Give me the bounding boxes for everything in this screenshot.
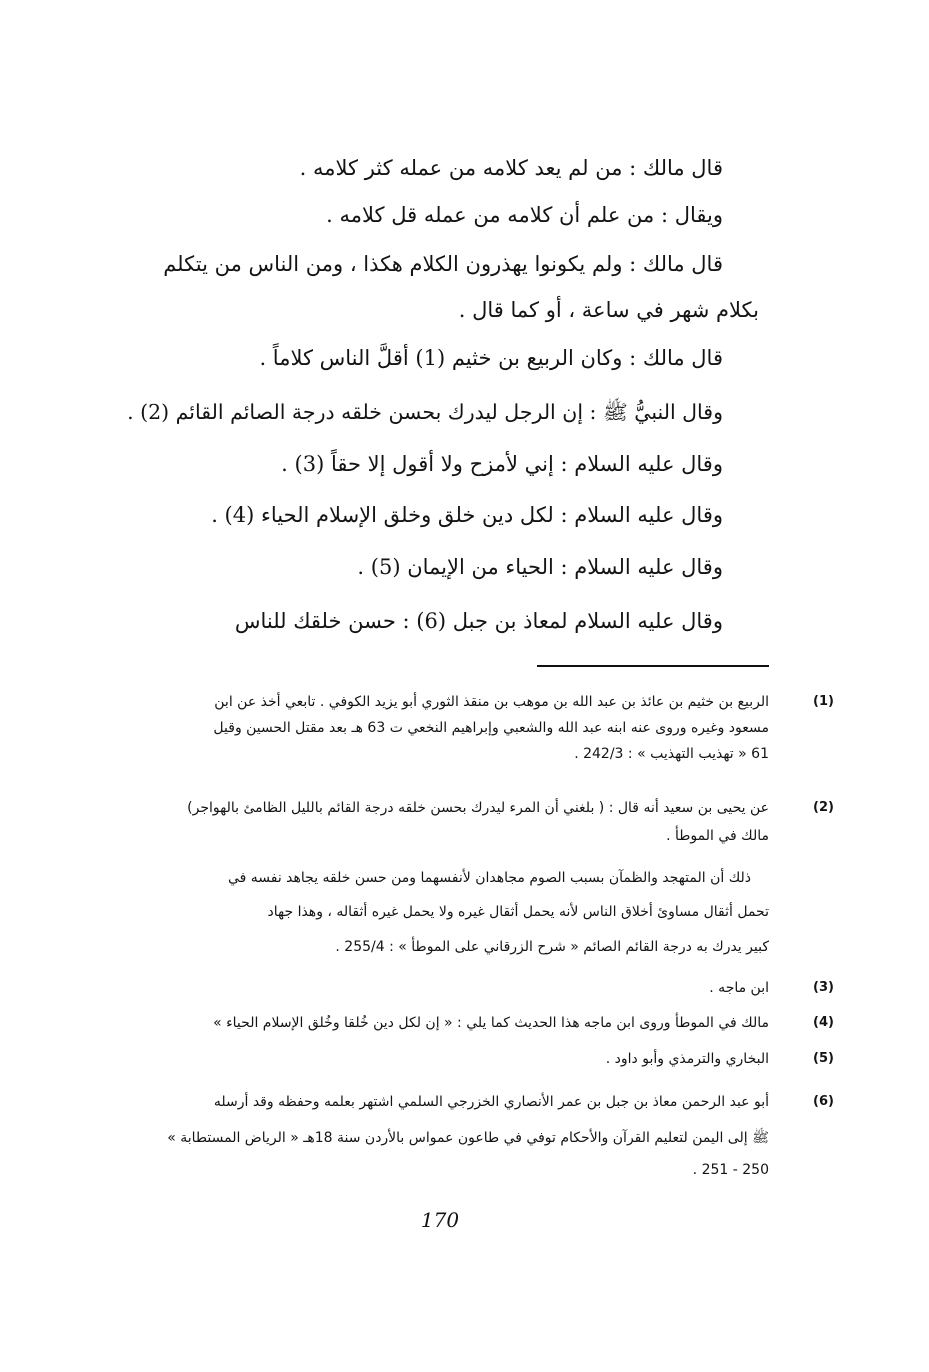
footnote-5: [100, 1047, 834, 1071]
footnote-line: ﷺ إلى اليمن لتعليم القرآن والأحكام توفي في طاعون عمواس بالأردن سنة 18هـ « الرياض المستطابة »: [167, 1130, 769, 1146]
footnote-line: كبير يدرك به درجة القائم الصائم « شرح الزرقاني على الموطأ » : 255/4 .: [335, 939, 769, 955]
footnote-3: [100, 976, 834, 1000]
main-line: وقال عليه السلام لمعاذ بن جبل (6) : حسن خلقك للناس: [234, 609, 723, 633]
main-line: قال مالك : وكان الربيع بن خثيم (1) أقلَّ الناس كلاماً .: [259, 346, 723, 370]
footnote-6: [100, 1090, 834, 1182]
footnote-2: [100, 796, 834, 844]
footnote-line: مالك في الموطأ .: [666, 828, 769, 844]
footnote-line: 61 « تهذيب التهذيب » : 242/3 .: [574, 746, 769, 762]
footnote-number: (2): [813, 800, 834, 815]
footnote-number: (1): [813, 694, 834, 709]
footnote-line: مسعود وغيره وروى عنه ابنه عبد الله والشعبي وإبراهيم النخعي ت 63 هـ بعد مقتل الحسين وقيل: [213, 720, 769, 736]
page-number: 170: [420, 1208, 460, 1232]
footnote-line: الربيع بن خثيم بن عائذ بن عبد الله بن موهب بن منقذ الثوري أبو يزيد الكوفي . تابعي أخذ عن ابن: [214, 694, 769, 710]
footnote-line: ذلك أن المتهجد والظمآن بسبب الصوم مجاهدان لأنفسهما ومن حسن خلقه يجاهد نفسه في: [227, 870, 751, 886]
main-line: قال مالك : ولم يكونوا يهذرون الكلام هكذا ، ومن الناس من يتكلم: [163, 252, 723, 276]
footnote-number: (6): [813, 1094, 834, 1109]
footnote-separator: [537, 665, 769, 667]
footnote-line: مالك في الموطأ وروى ابن ماجه هذا الحديث كما يلي : « إن لكل دين خُلقا وخُلق الإسلام الحياء »: [213, 1015, 769, 1031]
footnote-2-commentary: [100, 866, 769, 956]
main-line: وقال عليه السلام : لكل دين خلق وخلق الإسلام الحياء (4) .: [211, 503, 723, 527]
main-line: وقال النبيُّ ﷺ : إن الرجل ليدرك بحسن خلقه درجة الصائم القائم (2) .: [127, 400, 723, 424]
footnote-line: أبو عبد الرحمن معاذ بن جبل بن عمر الأنصاري الخزرجي السلمي اشتهر بعلمه وحفظه وقد أرسله: [213, 1094, 769, 1110]
main-line: قال مالك : من لم يعد كلامه من عمله كثر كلامه .: [299, 156, 723, 180]
main-line: وقال عليه السلام : الحياء من الإيمان (5) .: [357, 555, 723, 579]
footnote-line: تحمل أثقال مساوئ أخلاق الناس لأنه يحمل أثقال غيره ولا يحمل غيره أثقاله ، وهذا جهاد: [267, 904, 769, 920]
footnote-line: ابن ماجه .: [709, 980, 769, 996]
footnote-4: [100, 1011, 834, 1035]
footnote-line: عن يحيى بن سعيد أنه قال : ( بلغني أن المرء ليدرك بحسن خلقه درجة القائم بالليل الظامئ بالهواجر): [187, 800, 769, 816]
footnote-line: 250 - 251 .: [692, 1162, 769, 1178]
footnote-number: (5): [813, 1051, 834, 1066]
footnote-number: (4): [813, 1015, 834, 1030]
main-line: بكلام شهر في ساعة ، أو كما قال .: [458, 298, 759, 322]
main-line: ويقال : من علم أن كلامه من عمله قل كلامه .: [326, 203, 723, 227]
footnote-number: (3): [813, 980, 834, 995]
footnote-line: البخاري والترمذي وأبو داود .: [605, 1051, 769, 1067]
footnote-1: [100, 690, 834, 762]
main-line: وقال عليه السلام : إني لأمزح ولا أقول إلا حقاً (3) .: [281, 452, 723, 476]
